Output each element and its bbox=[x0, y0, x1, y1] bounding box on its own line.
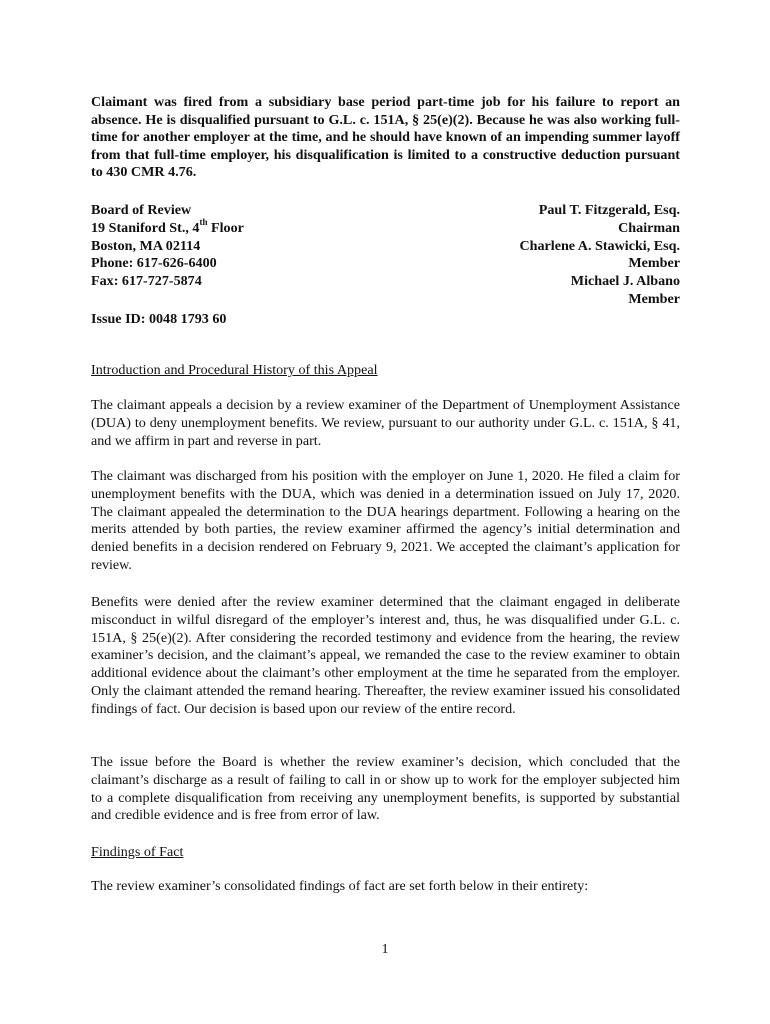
issue-id: Issue ID: 0048 1793 60 bbox=[91, 311, 227, 327]
board-members-block bbox=[380, 202, 680, 309]
board-fax: Fax: 617-727-5874 bbox=[91, 273, 202, 290]
member-name: Paul T. Fitzgerald, Esq. bbox=[538, 202, 680, 218]
paragraph: The claimant was discharged from his position with the employer on June 1, 2020. He filed a claim for unemployment benefits with the DUA, which was denied in a determination issued on July 17, 2020. The claimant appealed the determination to the DUA hearings department. Following a hearing on the merits attended by both parties, the review examiner affirmed the agency’s initial determination and denied benefits in a decision rendered on February 9, 2021. We accepted the claimant’s application for review. bbox=[91, 468, 680, 573]
board-address-block bbox=[91, 202, 351, 291]
section-heading-findings: Findings of Fact bbox=[91, 844, 184, 860]
paragraph: The issue before the Board is whether the review examiner’s decision, which concluded that the claimant’s discharge as a result of failing to call in or show up to work for the employer subjected him to a complete disqualification from receiving any unemployment benefits, is supported by substantial and credible evidence and is free from error of law. bbox=[91, 754, 680, 824]
member-role: Member bbox=[628, 255, 680, 272]
board-phone: Phone: 617-626-6400 bbox=[91, 255, 217, 272]
case-summary: Claimant was fired from a subsidiary base period part-time job for his failure to report an absence. He is disqualified pursuant to G.L. c. 151A, § 25(e)(2). Because he was also working full-time for another employer at the time, and he should have known of an impending summer layoff from that full-time employer, his disqualification is limited to a constructive deduction pursuant to 430 CMR 4.76. bbox=[91, 94, 680, 181]
member-role: Member bbox=[628, 290, 680, 307]
paragraph: Benefits were denied after the review examiner determined that the claimant engaged in deliberate misconduct in wilful disregard of the employer’s interest and, thus, he was disqualified under G.L. c. 151A, § 25(e)(2). After considering the recorded testimony and evidence from the hearing, the review examiner’s decision, and the claimant’s appeal, we remanded the case to the review examiner to obtain additional evidence about the claimant’s other employment at the time he separated from the employer. Only the claimant attended the remand hearing. Thereafter, the review examiner issued his consolidated findings of fact. Our decision is based upon our review of the entire record. bbox=[91, 594, 680, 717]
board-city: Boston, MA 02114 bbox=[91, 237, 201, 254]
member-name: Charlene A. Stawicki, Esq. bbox=[519, 237, 680, 254]
section-heading-introduction: Introduction and Procedural History of this Appeal bbox=[91, 362, 378, 378]
page-number: 1 bbox=[381, 941, 389, 957]
member-name: Michael J. Albano bbox=[570, 273, 680, 290]
paragraph: The claimant appeals a decision by a review examiner of the Department of Unemployment Assistance (DUA) to deny unemployment benefits. We review, pursuant to our authority under G.L. c. 151A, § 41, and we affirm in part and reverse in part. bbox=[91, 397, 680, 449]
member-role: Chairman bbox=[618, 219, 680, 236]
board-street: 19 Staniford St., 4th Floor bbox=[91, 217, 244, 236]
findings-intro: The review examiner’s consolidated findings of fact are set forth below in their entirety: bbox=[91, 878, 589, 894]
board-name: Board of Review bbox=[91, 202, 192, 218]
